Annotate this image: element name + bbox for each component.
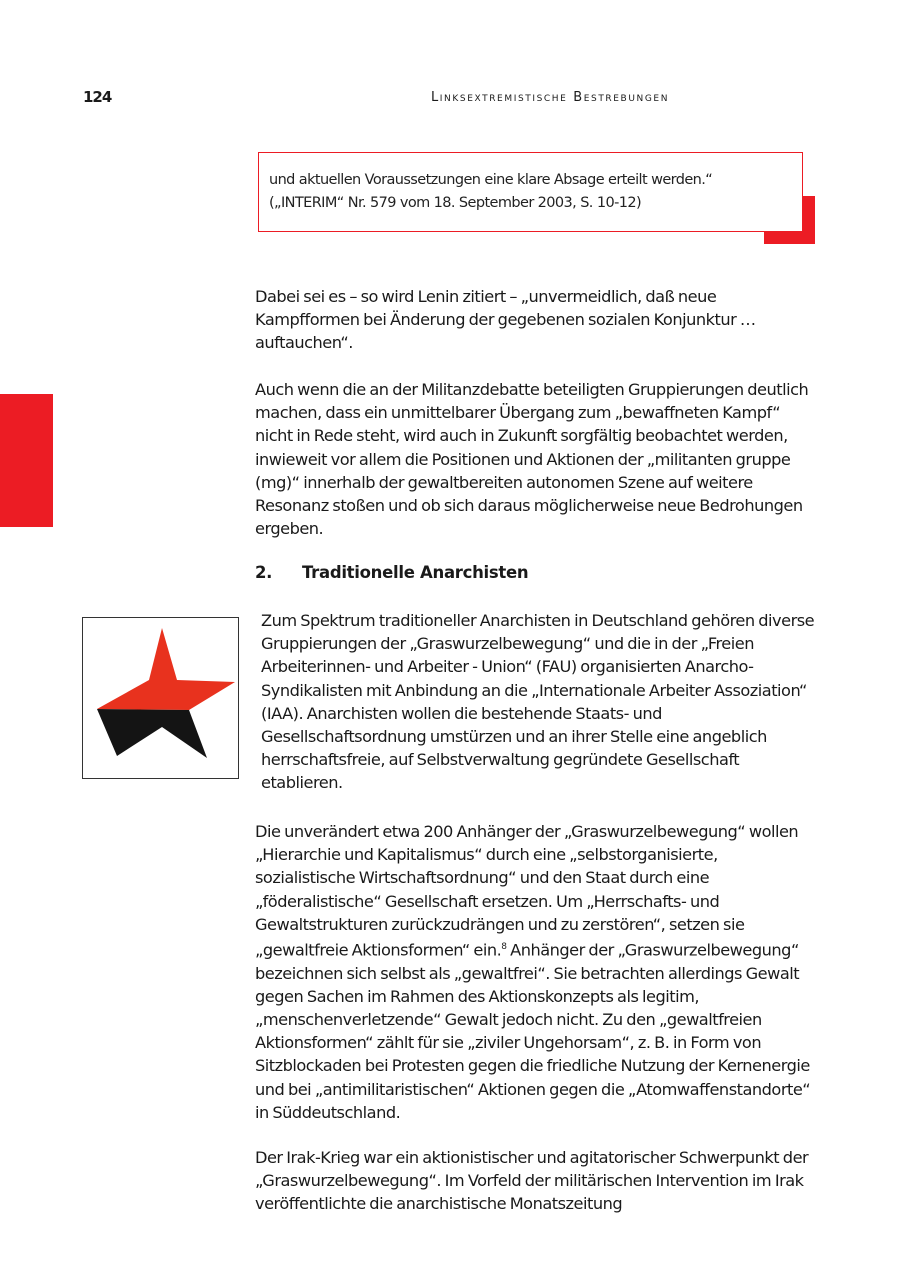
footnote-marker[interactable]: 8 — [501, 942, 507, 953]
quote-box — [258, 152, 803, 232]
quote-line: und aktuellen Voraussetzungen eine klare Absage erteilt werden.“ — [269, 172, 713, 188]
paragraph-militanzdebatte — [255, 378, 820, 540]
paragraph-text: Der Irak-Krieg war ein aktionistischer und agitatorischer Schwerpunkt der „Graswurzelbewegung“. Im Vorfeld der militärischen Intervention im Irak veröffentlichte die anarchistische Monatszeitung — [255, 1148, 809, 1214]
paragraph-text: Dabei sei es – so wird Lenin zitiert – „unvermeidlich, daß neue Kampfformen bei Änderung der gegebenen sozialen Konjunktur … auftauchen“. — [255, 287, 756, 353]
star-red-half — [97, 628, 235, 710]
paragraph-text-part: Anhänger der „Graswurzelbewegung“ bezeichnen sich selbst als „gewaltfrei“. Sie betrachten allerdings Gewalt gegen Sachen im Rahmen des Aktionskonzepts als legitim, „menschenverletzende“ Gewalt jedoch nicht. Zu den „gewaltfreien Aktionsformen“ zählt für sie „ziviler Ungehorsam“, z. B. in Form von Sitzblockaden bei Protesten gegen die friedliche Nutzung der Kernenergie und bei „antimilitaristischen“ Aktionen gegen die „Atomwaffenstandorte“ in Süddeutschland. — [255, 940, 811, 1122]
paragraph-spektrum — [261, 609, 821, 795]
paragraph-text — [255, 820, 820, 1124]
anarchist-red-black-star-icon — [83, 618, 238, 778]
paragraph-lenin — [255, 285, 820, 355]
margin-red-bar — [0, 394, 53, 527]
paragraph-irak-krieg — [255, 1146, 820, 1216]
paragraph-text: Zum Spektrum traditioneller Anarchisten in Deutschland gehören diverse Gruppierungen der „Graswurzelbewegung“ und die in der „Freien Arbeiterinnen- und Arbeiter - Union“ (FAU) organisierten Anarcho-Syndikalisten mit Anbindung an die „Internationale Arbeiter Assoziation“ (IAA). Anarchisten wollen die bestehende Staats- und Gesellschaftsordnung umstürzen und an ihrer Stelle eine angeblich herrschaftsfreie, auf Selbstverwaltung gegründete Gesellschaft etablieren. — [261, 611, 815, 793]
running-title: Linksextremistische Bestrebungen — [430, 90, 670, 105]
section-title: Traditionelle Anarchisten — [302, 563, 529, 582]
section-heading — [255, 563, 820, 582]
anarchist-star-logo — [82, 617, 239, 779]
quote-citation: („INTERIM“ Nr. 579 vom 18. September 2003, S. 10-12) — [269, 195, 642, 211]
paragraph-text: Auch wenn die an der Militanzdebatte beteiligten Gruppierungen deutlich machen, dass ein unmittelbarer Übergang zum „bewaffneten Kampf“ nicht in Rede steht, wird auch in Zukunft sorgfältig beobachtet werden, inwieweit vor allem die Positionen und Aktionen der „militanten gruppe (mg)“ innerhalb der gewaltbereiten autonomen Szene auf weitere Resonanz stoßen und ob sich daraus möglicherweise neue Bedrohungen ergeben. — [255, 380, 809, 539]
section-number: 2. — [255, 563, 273, 582]
paragraph-graswurzelbewegung — [255, 820, 820, 1124]
paragraph-text-part: Die unverändert etwa 200 Anhänger der „Graswurzelbewegung“ wollen „Hierarchie und Kapitalismus“ durch eine „selbstorganisierte, sozialistische Wirtschaftsordnung“ und den Staat durch eine „föderalistische“ Gesellschaft ersetzen. Um „Herrschafts- und Gewaltstrukturen zurückzudrängen und zu zerstören“, setzen sie „gewaltfreie Aktionsformen“ ein. — [255, 822, 799, 960]
page-number: 124 — [83, 88, 112, 106]
